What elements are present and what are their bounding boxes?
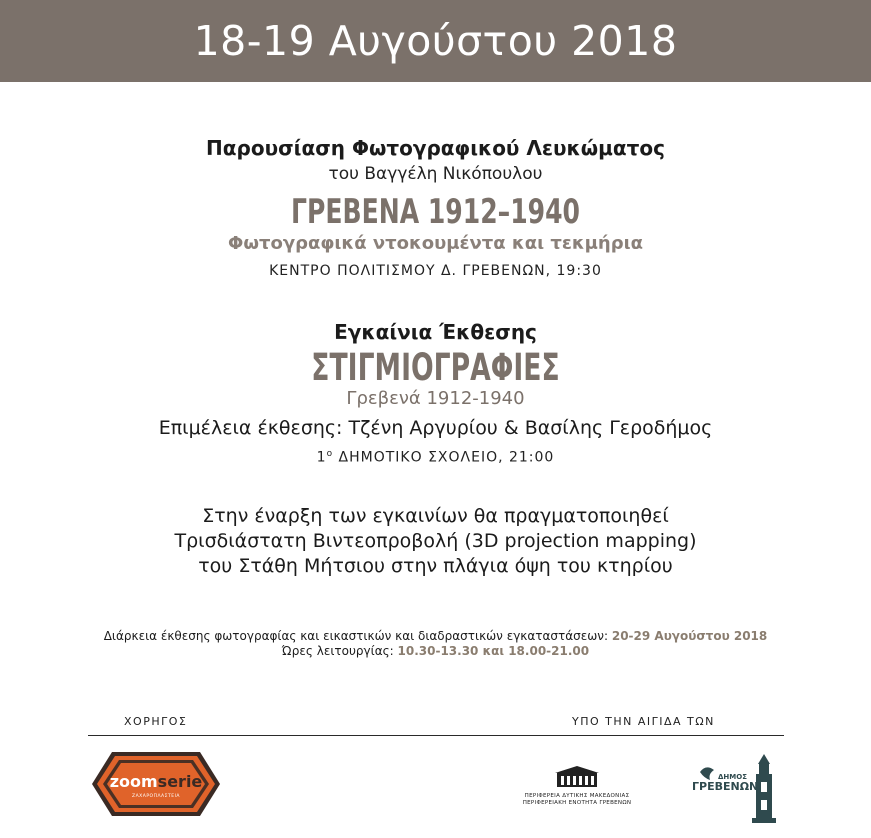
municipality-prefix: ΔΗΜΟΣ bbox=[718, 773, 747, 781]
book-title: ΓΡΕΒΕΝΑ 1912–1940 bbox=[290, 192, 581, 232]
aegis-label: ΥΠΟ ΤΗΝ ΑΙΓΙΔΑ ΤΩΝ bbox=[572, 715, 715, 728]
svg-text:zoomserie: zoomserie bbox=[109, 772, 203, 791]
municipality-name: ΓΡΕΒΕΝΩΝ bbox=[692, 780, 759, 793]
duration-line bbox=[0, 629, 871, 644]
svg-text:ΖΑΧΑΡΟΠΛΑΣΤΕΙΑ: ΖΑΧΑΡΟΠΛΑΣΤΕΙΑ bbox=[132, 794, 180, 799]
intro-line-3: του Στάθη Μήτσιου στην πλάγια όψη του κτηρίου bbox=[198, 555, 673, 577]
sponsor-label: ΧΟΡΗΓΟΣ bbox=[124, 715, 188, 728]
region-logo bbox=[518, 765, 636, 811]
hours-line bbox=[0, 644, 871, 659]
exhibition-venue bbox=[0, 449, 871, 466]
event-date-title: 18-19 Αυγούστου 2018 bbox=[193, 17, 678, 65]
exhibition-subtitle: Γρεβενά 1912-1940 bbox=[346, 388, 525, 409]
book-subtitle: Φωτογραφικά ντοκουμέντα και τεκμήρια bbox=[228, 233, 643, 254]
exhibition-opening-heading: Εγκαίνια Έκθεσης bbox=[334, 320, 537, 344]
hours-label: Ώρες λειτουργίας: bbox=[281, 644, 398, 658]
venue-text: ΔΗΜΟΤΙΚΟ ΣΧΟΛΕΙΟ, 21:00 bbox=[333, 449, 555, 466]
intro-line-2: Τρισδιάστατη Βιντεοπροβολή (3D projection mapping) bbox=[174, 530, 697, 552]
hours-value: 10.30-13.30 και 18.00-21.00 bbox=[397, 644, 590, 658]
exhibition-curators: Επιμέλεια έκθεσης: Τζένη Αργυρίου & Βασίλης Γεροδήμος bbox=[158, 417, 713, 439]
intro-line-1: Στην έναρξη των εγκαινίων θα πραγματοποιηθεί bbox=[202, 505, 669, 527]
region-name: ΠΕΡΙΦΕΡΕΙΑ ΔΥΤΙΚΗΣ ΜΑΚΕΔΟΝΙΑΣ bbox=[524, 793, 630, 799]
regional-unit-name: ΠΕΡΙΦΕΡΕΙΑΚΗ ΕΝΟΤΗΤΑ ΓΡΕΒΕΝΩΝ bbox=[522, 800, 632, 806]
projection-intro bbox=[0, 504, 871, 579]
duration-label: Διάρκεια έκθεσης φωτογραφίας και εικαστικών και διαδραστικών εγκαταστάσεων: bbox=[103, 629, 612, 643]
book-presentation-heading: Παρουσίαση Φωτογραφικού Λευκώματος bbox=[206, 136, 665, 160]
duration-dates: 20-29 Αυγούστου 2018 bbox=[611, 629, 768, 643]
building-icon bbox=[553, 765, 601, 789]
exhibition-title: ΣΤΙΓΜΙΟΓΡΑΦΙΕΣ bbox=[311, 346, 560, 389]
exhibition-duration bbox=[0, 629, 871, 659]
book-author: του Βαγγέλη Νικόπουλου bbox=[328, 164, 543, 184]
book-venue: ΚΕΝΤΡΟ ΠΟΛΙΤΙΣΜΟΥ Δ. ΓΡΕΒΕΝΩΝ, 19:30 bbox=[269, 263, 602, 279]
zoomserie-logo bbox=[90, 750, 222, 818]
footer-divider bbox=[88, 735, 784, 736]
venue-ordinal: ο bbox=[326, 449, 334, 459]
venue-number: 1 bbox=[316, 449, 327, 466]
header-band bbox=[0, 0, 871, 82]
